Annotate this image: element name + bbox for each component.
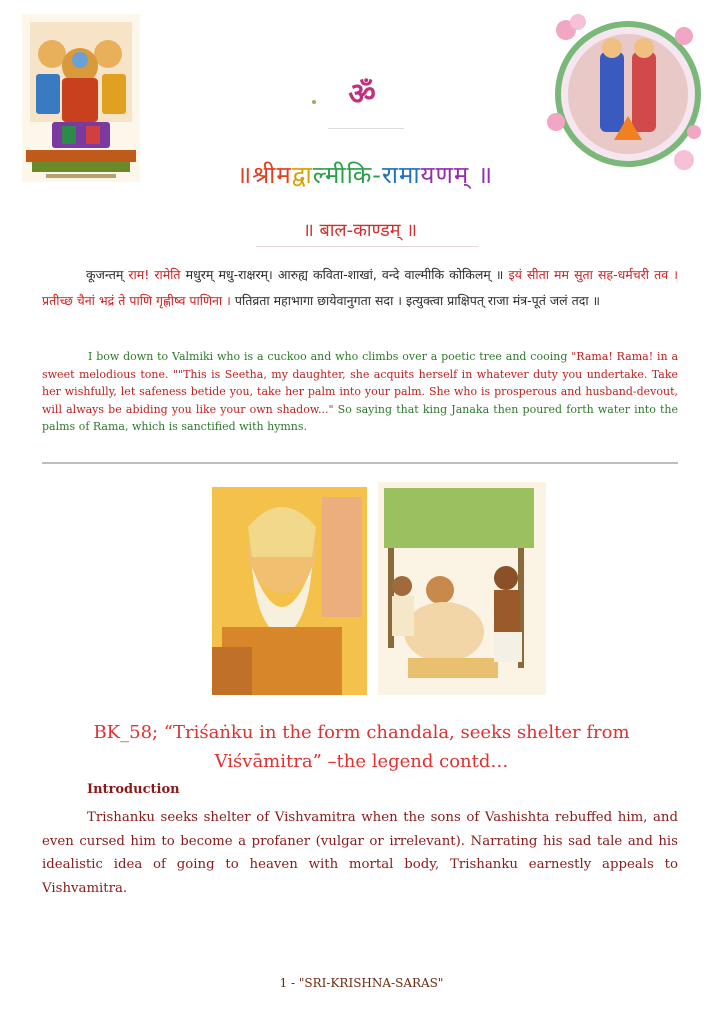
vishvamitra-sage-illustration [212,487,367,695]
chapter-heading-line1: BK_58; “Triśaṅku in the form chandala, seeks shelter from [93,722,630,743]
title-part-5: यणम् ॥ [420,161,494,189]
verse-line1-start: कूजन्तम् [86,267,124,282]
translation-green-end: So saying that king Janaka then poured forth water into the palms of Rama, which is sanctified with hymns. [42,402,678,433]
verse-line1-red: राम! रामेति [128,267,181,282]
om-symbol: ॐ [348,77,376,112]
page-footer: 1 - "SRI-KRISHNA-SARAS" [279,976,444,990]
chapter-heading [40,718,683,776]
trishanku-appeal-illustration [378,482,546,695]
om-divider [328,128,404,129]
title-part-2: द्वा [291,161,313,189]
main-title [140,158,590,191]
title-part-1: ॥श्रीम [236,161,292,189]
translation-green-start: I bow down to Valmiki who is a cuckoo and who climbs over a poetic tree and cooing [88,350,568,363]
sanskrit-verse [42,262,678,314]
verse-translation [42,348,678,436]
title-part-4: रामा [381,161,421,189]
introduction-label: Introduction [87,782,180,797]
rama-sita-wedding-illustration [544,12,702,172]
verse-line3: पतिव्रता महाभागा छायेवानुगता सदा । इत्युक्त्वा प्राक्षिपत् राजा मंत्र-पूतं जलं तदा ॥ [234,293,601,308]
verse-line1-rest: मधुरम् मधु-राक्षरम्। आरुह्य कविता-शाखां, वन्दे वाल्मीकि कोकिलम् ॥ [185,267,504,282]
translation-red: "Rama! Rama! in a sweet melodious tone. ""This is Seetha, my daughter, she acquits herself in whatever duty you undertake. Take her wishfully, let safeness betide you, take her palm into your palm. She who is prosperous and husband-devout, will always be abiding you like your own shadow..." [42,350,679,416]
kanda-subtitle: ॥ बाल-काण्डम् ॥ [302,220,418,241]
introduction-text: Trishanku seeks shelter of Vishvamitra when the sons of Vashishta rebuffed him, and even cursed him to become a profaner (vulgar or irrelevant). Narrating his sad tale and his idealistic idea of going to heaven with mortal body, Trishanku earnestly appeals to Vishvamitra. [42,810,678,896]
section-divider [42,462,678,464]
rama-darbar-illustration [22,14,140,182]
verse-line2: इयं सीता मम सुता सह-धर्मचरी तव । प्रतीच्छ चैनां भद्रं ते पाणि गृह्णीष्व पाणिना । [42,267,678,308]
subtitle-divider [256,246,478,247]
chapter-heading-line2: Viśvāmitra” –the legend contd… [214,751,509,772]
introduction-paragraph [42,806,678,900]
title-part-3: ल्मीकि- [312,161,382,189]
